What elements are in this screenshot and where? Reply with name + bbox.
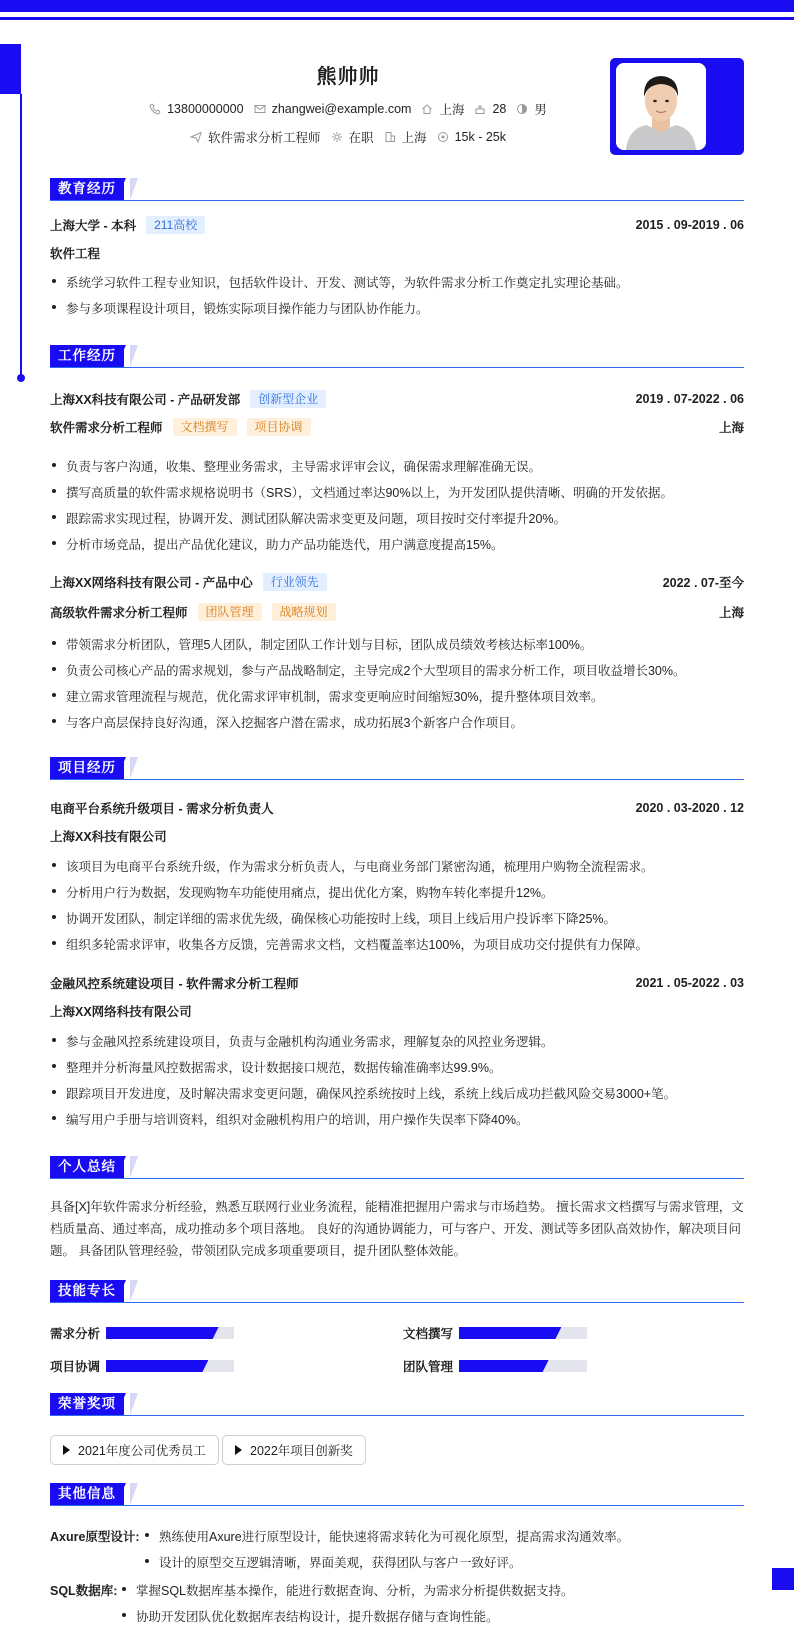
project-company-row (50, 827, 744, 845)
list-item: 协助开发团队优化数据库表结构设计，提升数据存储与查询性能。 (120, 1607, 740, 1625)
list-item: 编写用户手册与培训资料，组织对金融机构用户的培训，用户操作失误率下降40%。 (50, 1110, 744, 1128)
school-name: 上海大学 - 本科 (50, 219, 137, 233)
list-item: 带领需求分析团队，管理5人团队，制定团队工作计划与目标，团队成员绩效考核达标率100%。 (50, 635, 744, 653)
skill-item (50, 1357, 234, 1375)
award-text: 2022年项目创新奖 (250, 1444, 353, 1458)
skill-bar-fill (459, 1327, 561, 1339)
top-accent-bar (0, 0, 794, 12)
side-accent-dot (17, 374, 25, 382)
list-item: 负责公司核心产品的需求规划，参与产品战略制定，主导完成2个大型项目的需求分析工作，项目收益增长30%。 (50, 661, 744, 679)
skill-name: 团队管理 (403, 1360, 454, 1374)
project-name: 金融风控系统建设项目 - 软件需求分析工程师 (50, 977, 299, 991)
list-item: 撰写高质量的软件需求规格说明书（SRS），文档通过率达90%以上，为开发团队提供清晰、明确的开发依据。 (50, 483, 744, 501)
section-title: 教育经历 (50, 178, 124, 200)
list-item: 该项目为电商平台系统升级，作为需求分析负责人，与电商业务部门紧密沟通，梳理用户购物全流程需求。 (50, 857, 744, 875)
play-icon (63, 1445, 70, 1455)
target-city-item (384, 128, 427, 146)
section-title: 技能专长 (50, 1280, 124, 1302)
list-item: 组织多轮需求评审，收集各方反馈，完善需求文档，文档覆盖率达100%，为项目成功交付提供有力保障。 (50, 935, 744, 953)
job-location: 上海 (718, 421, 744, 435)
summary-text: 具备[X]年软件需求分析经验，熟悉互联网行业业务流程，能精准把握用户需求与市场趋势。 擅长需求文档撰写与需求管理，文档质量高、通过率高，成功推动多个项目落地。 良好的沟通协调能力，可与客户、开发、测试等多团队高效协作，解决项目问题。 具备团队管理经验，带领团队完成多项重要项目，提升团队整体效能。 (50, 1200, 744, 1258)
skill-bar (106, 1360, 234, 1372)
top-accent-line (0, 17, 794, 20)
building-icon (384, 131, 396, 143)
play-icon (235, 1445, 242, 1455)
skill-item (403, 1324, 587, 1342)
skill-bar-fill (106, 1327, 219, 1339)
job-role: 高级软件需求分析工程师 (50, 606, 188, 620)
list-item: 跟踪项目开发进度，及时解决需求变更问题，确保风控系统按时上线，系统上线后成功拦截风险交易3000+笔。 (50, 1084, 744, 1102)
list-item: 参与多项课程设计项目，锻炼实际项目操作能力与团队协作能力。 (50, 299, 744, 317)
company-name: 上海XX科技有限公司 - 产品研发部 (50, 393, 241, 407)
list-item: 整理并分析海量风控数据需求，设计数据接口规范，数据传输准确率达99.9%。 (50, 1058, 744, 1076)
list-item: 建立需求管理流程与规范，优化需求评审机制，需求变更响应时间缩短30%，提升整体项目效率。 (50, 687, 744, 705)
section-summary (50, 1156, 744, 1182)
job-role-row (50, 603, 744, 621)
project-company: 上海XX科技有限公司 (50, 830, 167, 844)
cake-icon (474, 103, 486, 115)
list-item: 掌握SQL数据库基本操作，能进行数据查询、分析，为需求分析提供数据支持。 (120, 1581, 740, 1599)
job-period: 2022 . 07-至今 (662, 576, 744, 590)
job-intent-row (0, 128, 696, 146)
skill-name: 需求分析 (50, 1327, 101, 1341)
phone-icon (149, 103, 161, 115)
section-skills (50, 1280, 744, 1306)
gender-item (516, 100, 547, 118)
phone-item (149, 102, 243, 116)
education-major-row (50, 244, 744, 262)
phone-text: 13800000000 (167, 102, 244, 116)
skill-bar (459, 1327, 587, 1339)
other-label: SQL数据库: (50, 1584, 118, 1598)
skill-name: 项目协调 (50, 1360, 101, 1374)
list-item: 分析用户行为数据，发现购物车功能使用痛点，提出优化方案，购物车转化率提升12%。 (50, 883, 744, 901)
gender-icon (516, 103, 528, 115)
list-item: 与客户高层保持良好沟通，深入挖掘客户潜在需求，成功拓展3个新客户合作项目。 (50, 713, 744, 731)
list-item: 跟踪需求实现过程，协调开发、测试团队解决需求变更及问题，项目按时交付率提升20%。 (50, 509, 744, 527)
city-text: 上海 (439, 103, 465, 117)
job-role-row (50, 418, 744, 436)
status-item (331, 128, 374, 146)
project-period: 2021 . 05-2022 . 03 (635, 976, 744, 990)
project-period: 2020 . 03-2020 . 12 (635, 801, 744, 815)
list-item: 参与金融风控系统建设项目，负责与金融机构沟通业务需求，理解复杂的风控业务逻辑。 (50, 1032, 744, 1050)
role-tag: 战略规划 (272, 603, 336, 621)
project-header (50, 799, 744, 817)
section-title: 项目经历 (50, 757, 124, 779)
job-header (50, 390, 744, 408)
other-label: Axure原型设计: (50, 1530, 140, 1544)
job-location: 上海 (718, 606, 744, 620)
section-title: 工作经历 (50, 345, 124, 367)
skill-bar-fill (459, 1360, 549, 1372)
gender-text: 男 (534, 103, 547, 117)
email-text: zhangwei@example.com (271, 102, 412, 116)
list-item: 熟练使用Axure进行原型设计，能快速将需求转化为可视化原型，提高需求沟通效率。 (143, 1527, 743, 1545)
list-item: 负责与客户沟通，收集、整理业务需求，主导需求评审会议，确保需求理解准确无误。 (50, 457, 744, 475)
mail-icon (254, 103, 266, 115)
skill-bar (106, 1327, 234, 1339)
education-header (50, 216, 744, 234)
section-title: 其他信息 (50, 1483, 124, 1505)
section-title: 荣誉奖项 (50, 1393, 124, 1415)
target-city-text: 上海 (401, 131, 427, 145)
send-icon (190, 131, 202, 143)
salary-item (437, 130, 506, 144)
job-role: 软件需求分析工程师 (50, 421, 163, 435)
gear-icon (331, 131, 343, 143)
list-item: 系统学习软件工程专业知识，包括软件设计、开发、测试等，为软件需求分析工作奠定扎实理论基础。 (50, 273, 744, 291)
role-tag: 项目协调 (247, 418, 311, 436)
award-chip (50, 1435, 219, 1465)
status-text: 在职 (348, 131, 374, 145)
role-tag: 文档撰写 (173, 418, 237, 436)
list-item: 分析市场竞品，提出产品优化建议，助力产品功能迭代，用户满意度提高15%。 (50, 535, 744, 553)
corner-accent-block (772, 1568, 794, 1590)
list-item: 协调开发团队，制定详细的需求优先级，确保核心功能按时上线，项目上线后用户投诉率下降25%。 (50, 909, 744, 927)
home-icon (421, 103, 433, 115)
major: 软件工程 (50, 247, 101, 261)
profile-photo (616, 63, 706, 150)
job-title-text: 软件需求分析工程师 (208, 131, 321, 145)
section-other (50, 1483, 744, 1509)
project-company: 上海XX网络科技有限公司 (50, 1005, 192, 1019)
contact-row (0, 100, 696, 118)
role-tag: 团队管理 (198, 603, 262, 621)
company-name: 上海XX网络科技有限公司 - 产品中心 (50, 576, 253, 590)
job-period: 2019 . 07-2022 . 06 (635, 392, 744, 406)
resume-name: 熊帅帅 (316, 66, 380, 88)
company-badge: 行业领先 (263, 573, 327, 591)
project-company-row (50, 1002, 744, 1020)
email-item (254, 102, 412, 116)
age-text: 28 (492, 102, 507, 116)
award-text: 2021年度公司优秀员工 (78, 1444, 206, 1458)
skill-bar (459, 1360, 587, 1372)
job-title-item (190, 128, 321, 146)
section-title: 个人总结 (50, 1156, 124, 1178)
skill-item (50, 1324, 234, 1342)
list-item: 设计的原型交互逻辑清晰，界面美观，获得团队与客户一致好评。 (143, 1553, 743, 1571)
section-projects (50, 757, 744, 783)
city-item (421, 100, 464, 118)
education-period: 2015 . 09-2019 . 06 (635, 218, 744, 232)
school-badge: 211高校 (146, 216, 205, 234)
award-chip (222, 1435, 366, 1465)
project-header (50, 974, 744, 992)
project-name: 电商平台系统升级项目 - 需求分析负责人 (50, 802, 274, 816)
section-education (50, 178, 744, 204)
skill-bar-fill (106, 1360, 208, 1372)
skill-name: 文档撰写 (403, 1327, 454, 1341)
skill-item (403, 1357, 587, 1375)
section-work (50, 345, 744, 371)
age-item (474, 102, 506, 116)
company-badge: 创新型企业 (250, 390, 326, 408)
coin-icon (437, 131, 449, 143)
job-header (50, 573, 744, 591)
salary-text: 15k - 25k (454, 130, 506, 144)
section-awards (50, 1393, 744, 1419)
